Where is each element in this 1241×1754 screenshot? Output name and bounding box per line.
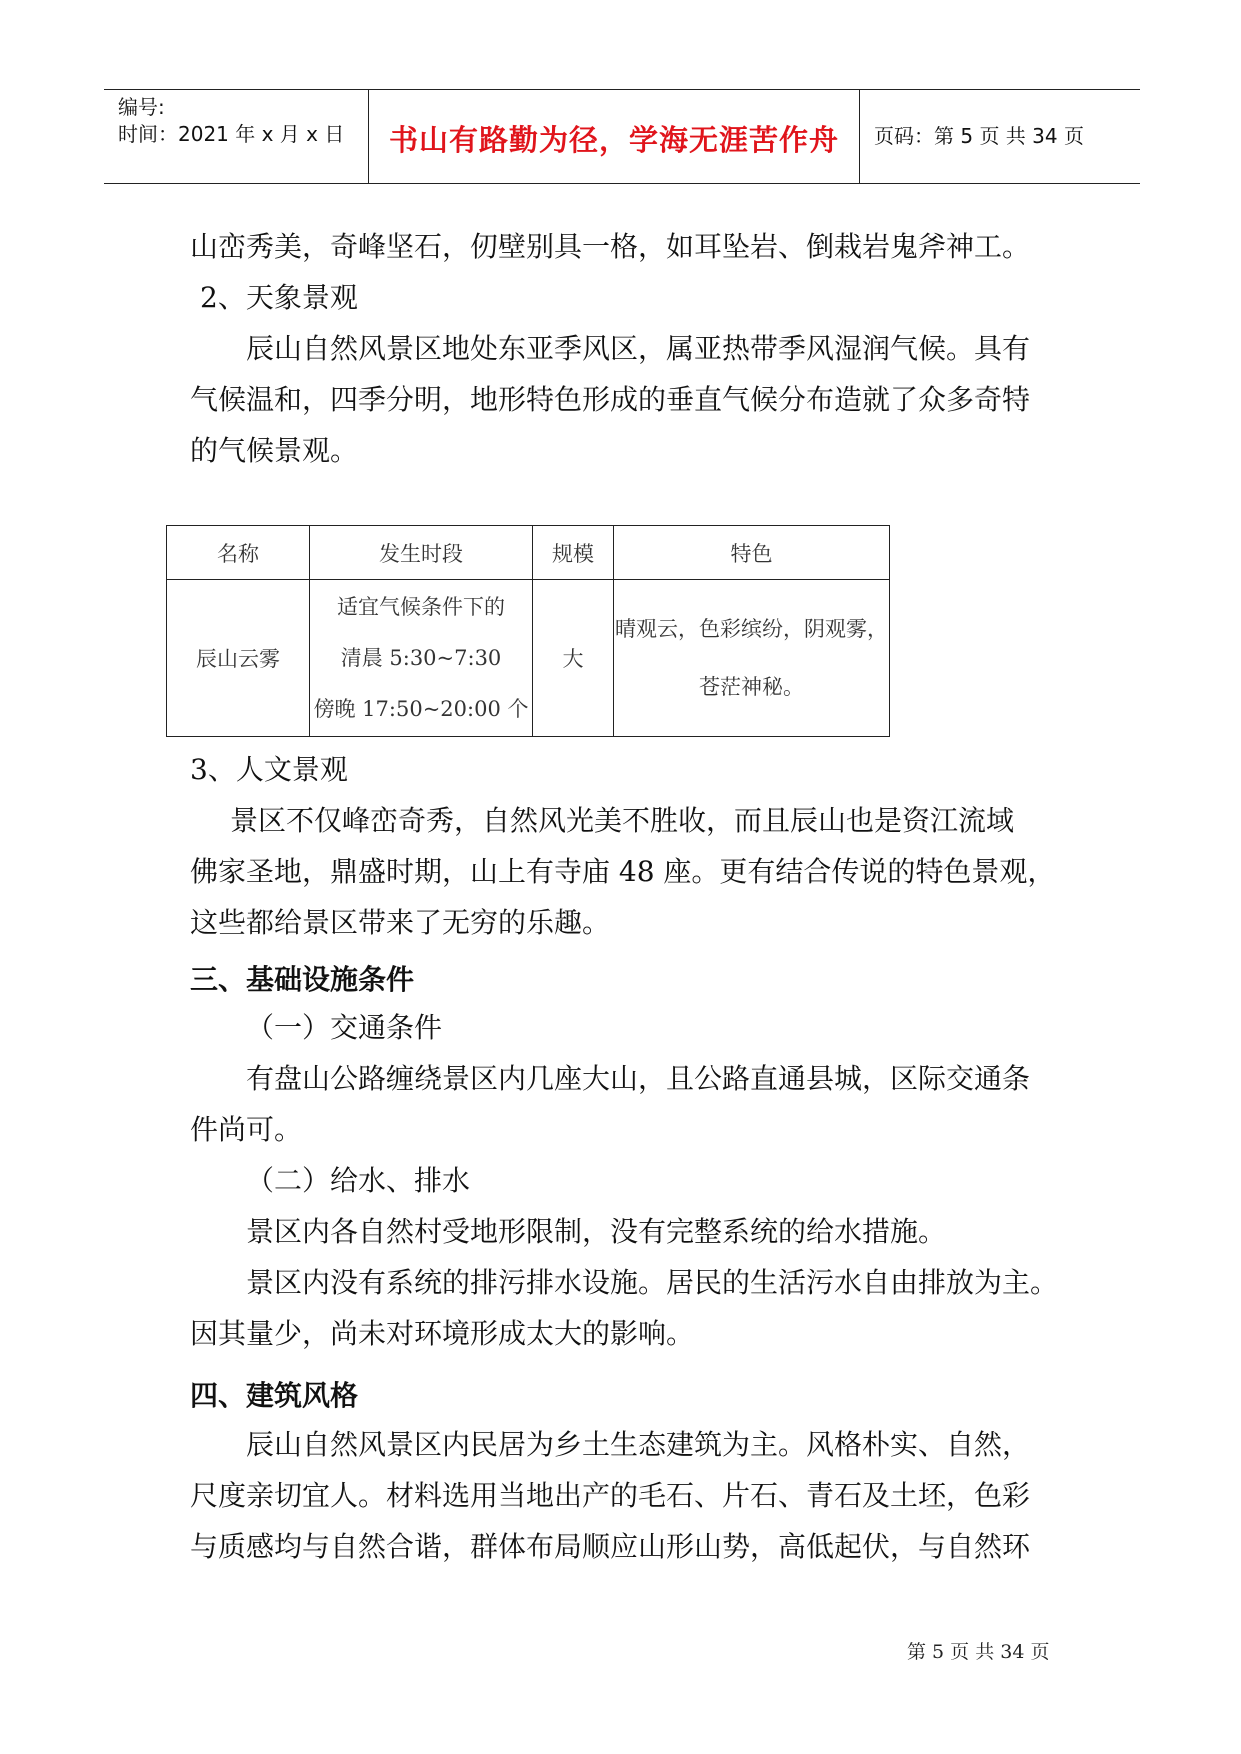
paragraph-line: 有盘山公路缠绕景区内几座大山，且公路直通县城，区际交通条: [246, 1062, 1031, 1095]
phenomena-table: [166, 525, 890, 737]
table-header-scale: 规模: [533, 526, 614, 580]
table-header-row: [167, 526, 890, 580]
section-heading-architecture: 四、建筑风格: [190, 1379, 359, 1412]
header-motto-cell: [369, 90, 860, 183]
table-row: [167, 580, 890, 737]
number-label: 编号:: [118, 95, 165, 119]
paragraph-line: 景区内没有系统的排污排水设施。居民的生活污水自由排放为主。: [246, 1266, 1059, 1299]
paragraph-line: 辰山自然风景区内民居为乡土生态建筑为主。风格朴实、自然，: [246, 1428, 1031, 1461]
table-header-name: 名称: [167, 526, 310, 580]
paragraph-line: 尺度亲切宜人。材料选用当地出产的毛石、片石、青石及土坯，色彩: [190, 1479, 1031, 1512]
paragraph-line: 的气候景观。: [190, 434, 359, 467]
table-header-feature: 特色: [614, 526, 890, 580]
paragraph-line: 这些都给景区带来了无穷的乐趣。: [190, 906, 611, 939]
header-page-cell: [860, 90, 1140, 183]
paragraph-line: 气候温和，四季分明，地形特色形成的垂直气候分布造就了众多奇特: [190, 383, 1031, 416]
subheading-culture: 3、人文景观: [190, 753, 348, 786]
table-cell-time: [310, 580, 533, 737]
motto: 书山有路勤为径，学海无涯苦作舟: [388, 123, 839, 157]
page-label: 页码：第 5 页 共 34 页: [874, 124, 1084, 148]
time-line: 适宜气候条件下的: [337, 594, 505, 619]
feature-line: 晴观云，色彩缤纷，阴观雾，: [615, 617, 888, 641]
time-line: 清晨 5:30~7:30: [340, 645, 502, 670]
table-cell-feature: [614, 580, 890, 737]
paragraph-line: 山峦秀美，奇峰坚石，仞壁别具一格，如耳坠岩、倒栽岩鬼斧神工。: [190, 230, 1031, 263]
feature-line: 苍茫神秘。: [699, 675, 804, 699]
subheading-traffic: （一）交通条件: [246, 1011, 443, 1044]
table-header-time: 发生时段: [310, 526, 533, 580]
time-label: 时间：2021 年 x 月 x 日: [118, 122, 345, 146]
page-footer: 第 5 页 共 34 页: [907, 1641, 1050, 1663]
table-cell-scale: 大: [533, 580, 614, 737]
section-heading-infrastructure: 三、基础设施条件: [190, 963, 415, 996]
table-cell-name: 辰山云雾: [167, 580, 310, 737]
paragraph-line: 景区内各自然村受地形限制，没有完整系统的给水措施。: [246, 1215, 947, 1248]
header-info-cell: [104, 90, 369, 183]
subheading-weather: 2、天象景观: [200, 281, 358, 314]
subheading-water: （二）给水、排水: [246, 1164, 471, 1197]
paragraph-line: 辰山自然风景区地处东亚季风区，属亚热带季风湿润气候。具有: [246, 332, 1031, 365]
paragraph-line: 因其量少，尚未对环境形成太大的影响。: [190, 1317, 695, 1350]
paragraph-line: 景区不仅峰峦奇秀，自然风光美不胜收，而且辰山也是资江流域: [230, 804, 1015, 837]
time-line: 傍晚 17:50~20:00 个: [313, 696, 529, 721]
paragraph-line: 件尚可。: [190, 1113, 303, 1146]
page-header: [104, 89, 1140, 184]
paragraph-line: 与质感均与自然合谐，群体布局顺应山形山势，高低起伏，与自然环: [190, 1530, 1031, 1563]
paragraph-line: 佛家圣地，鼎盛时期，山上有寺庙 48 座。更有结合传说的特色景观，: [190, 855, 1056, 888]
